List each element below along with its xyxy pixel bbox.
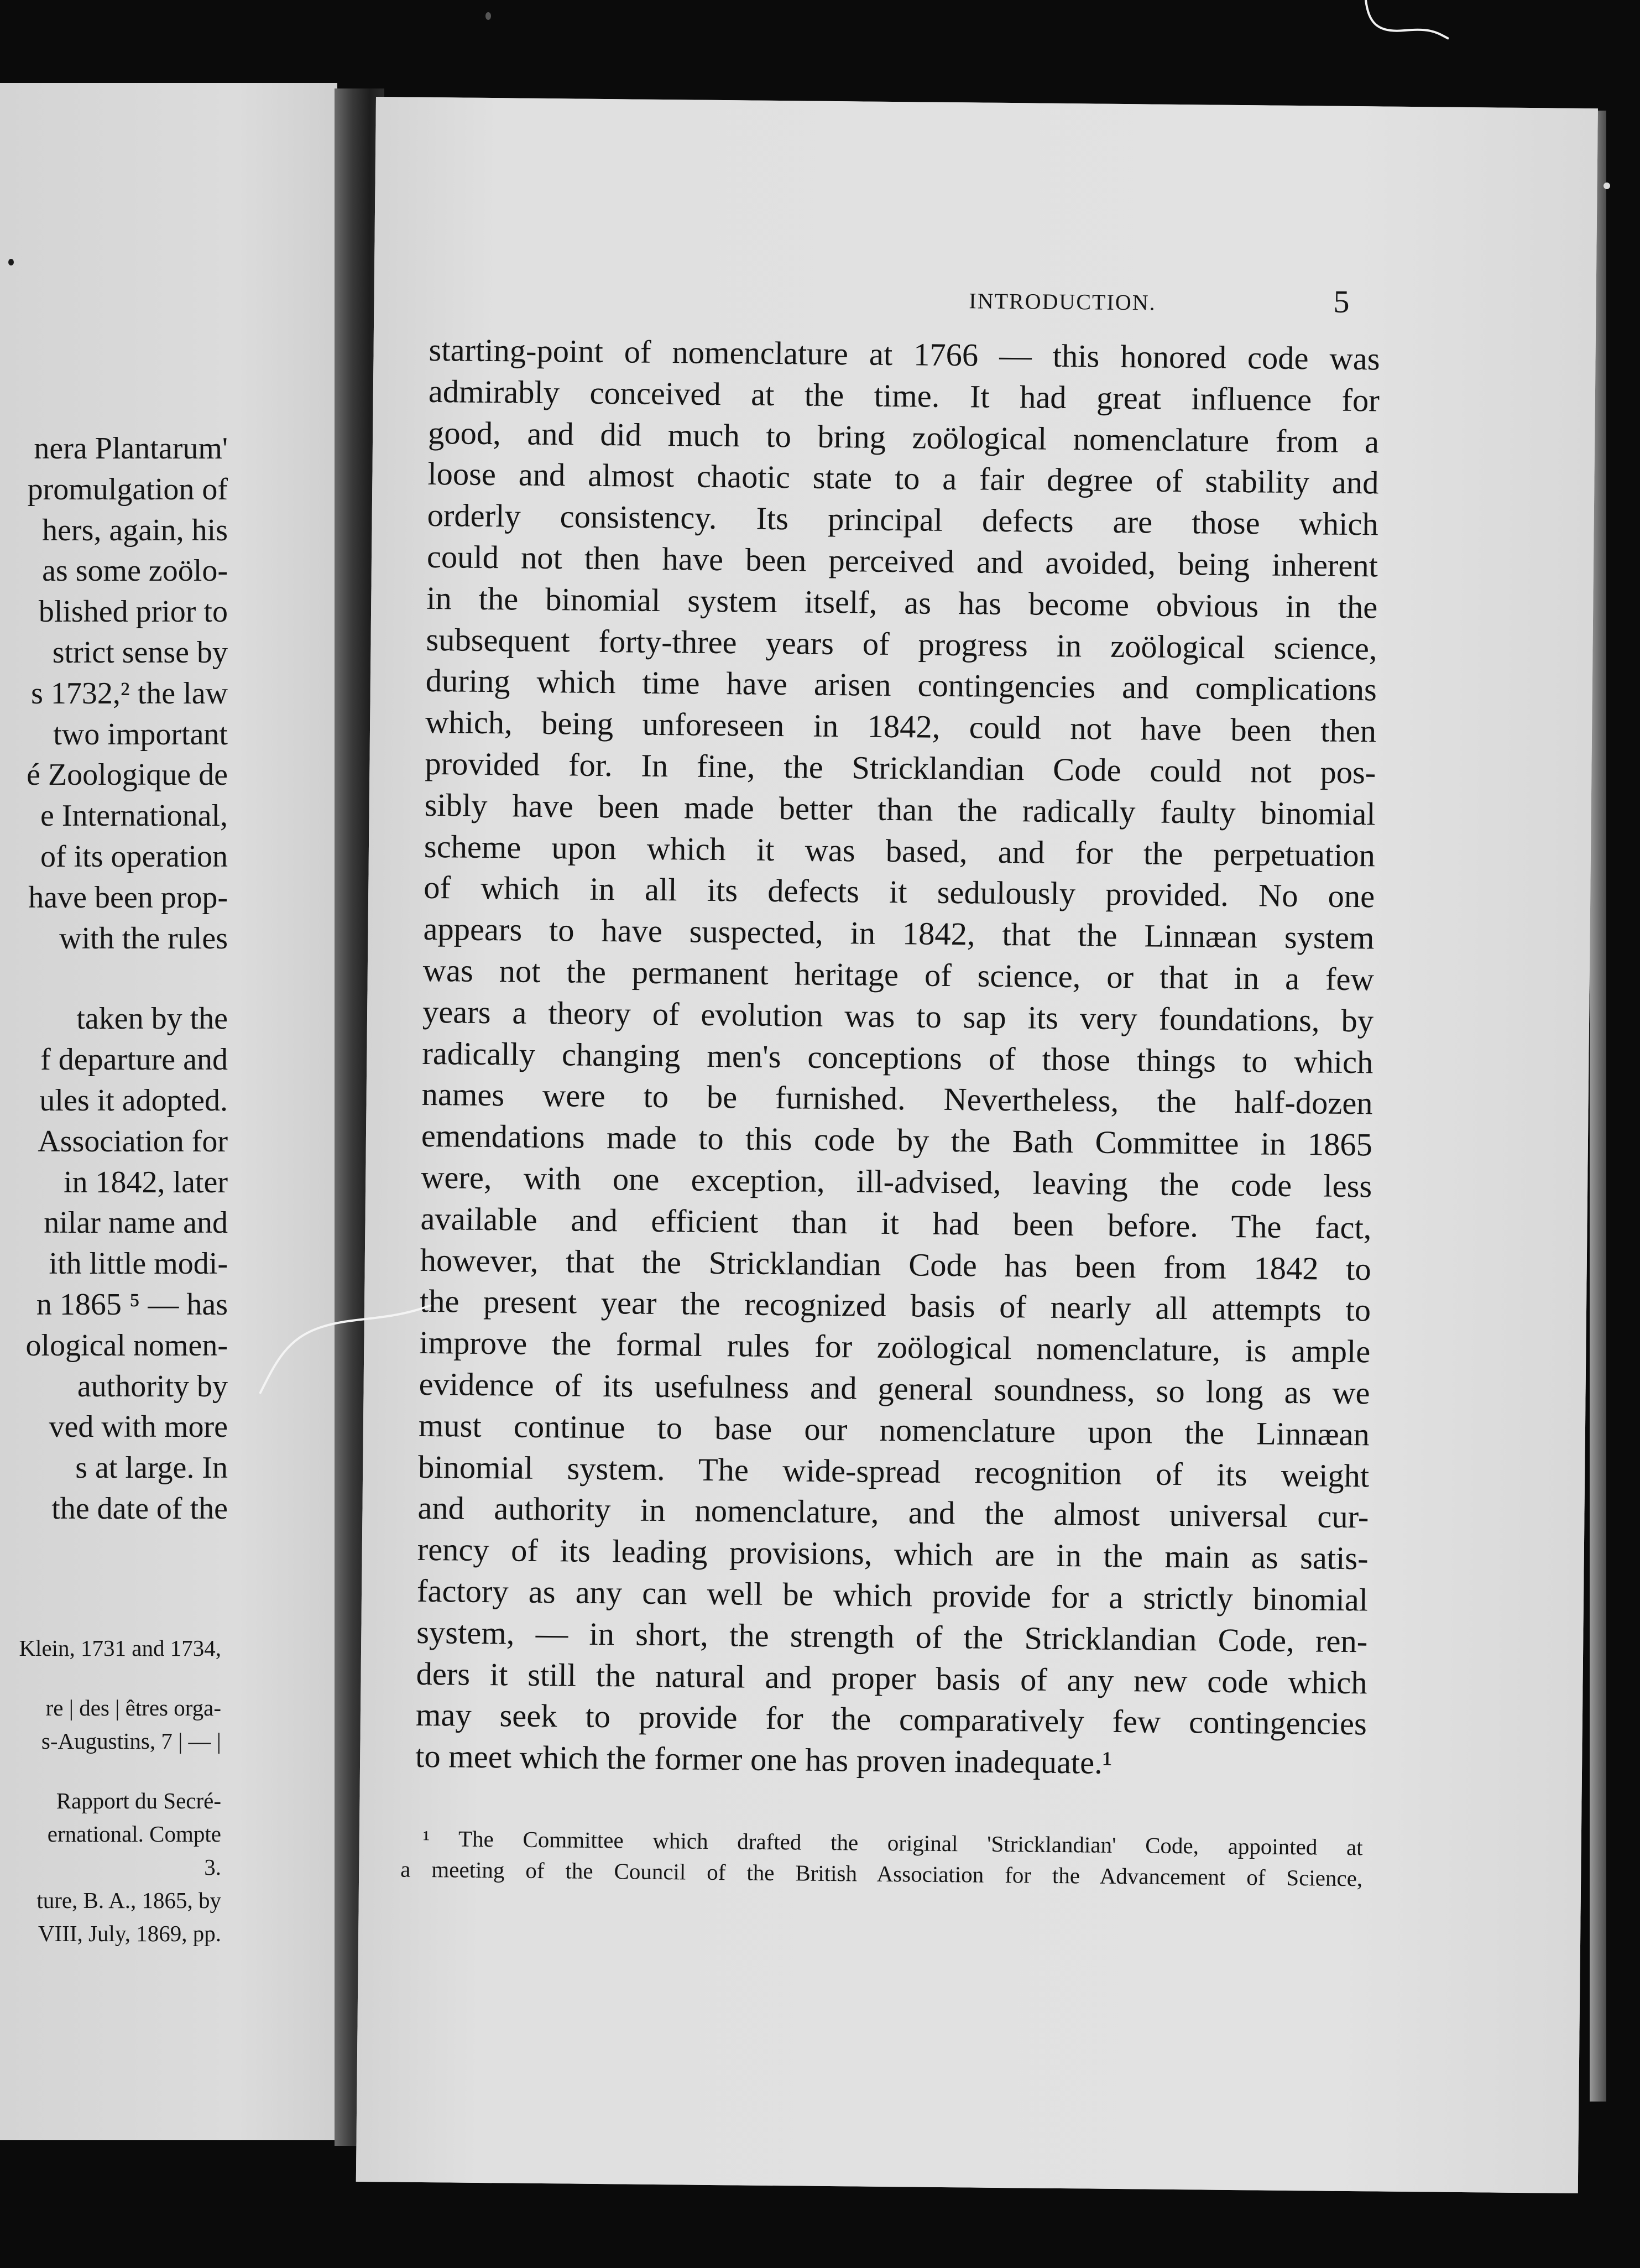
text-line: of which in all its defects it sedulously provided. No one — [423, 869, 1375, 915]
text-line: available and efficient than it had been before. The fact, — [420, 1200, 1372, 1246]
text-line: names were to be furnished. Nevertheless, the half-dozen — [421, 1076, 1373, 1122]
text-line: and authority in nomenclature, and the almost universal cur- — [417, 1490, 1369, 1535]
left-line: nera Plantarum' — [34, 431, 228, 466]
text-line: ders it still the natural and proper basis of any new code which — [416, 1655, 1367, 1701]
left-line: blished prior to — [38, 595, 228, 629]
left-line: nilar name and — [44, 1206, 228, 1240]
left-line: s at large. In — [75, 1451, 228, 1485]
scan-speck — [8, 259, 14, 265]
left-line: ules it adopted. — [39, 1083, 228, 1118]
left-line: ith little modi- — [49, 1247, 228, 1281]
left-line: s 1732,² the law — [31, 676, 228, 711]
left-note-line: VIII, July, 1869, pp. — [38, 1921, 221, 1946]
scan-corner-mark — [1355, 0, 1454, 50]
text-line: loose and almost chaotic state to a fair degree of stability and — [427, 456, 1379, 501]
text-line: appears to have suspected, in 1842, that the Linnæan system — [423, 911, 1375, 956]
left-line: n 1865 ⁵ — has — [36, 1287, 228, 1322]
left-note-line: 3. — [204, 1854, 221, 1880]
text-line: in the binomial system itself, as has become obvious in the — [426, 580, 1378, 625]
left-line: as some zoölo- — [42, 554, 228, 588]
scan-speck — [485, 12, 491, 20]
text-line: which, being unforeseen in 1842, could not have been then — [425, 704, 1377, 749]
text-line: orderly consistency. Its principal defects are those which — [427, 497, 1378, 543]
left-line: promulgation of — [27, 472, 228, 507]
text-line: admirably conceived at the time. It had great influence for — [428, 373, 1380, 419]
left-line: in 1842, later — [63, 1165, 228, 1200]
left-page-footnotes — [0, 1631, 221, 1950]
left-line: the date of the — [51, 1491, 228, 1526]
left-note-line: re | des | êtres orga- — [45, 1695, 221, 1720]
text-line: binomial system. The wide-spread recognition of its weight — [417, 1448, 1370, 1494]
page-number: 5 — [1333, 283, 1350, 320]
left-line: of its operation — [40, 839, 228, 874]
left-line: é Zoologique de — [27, 758, 228, 793]
left-line: f departure and — [40, 1042, 228, 1077]
body-paragraph — [415, 330, 1380, 1786]
left-note-line: ernational. Compte — [47, 1821, 221, 1847]
left-note-line: ture, B. A., 1865, by — [36, 1888, 221, 1913]
left-line: have been prop- — [28, 880, 228, 915]
text-line: scheme upon which it was based, and for the perpetuation — [424, 828, 1376, 873]
text-line: radically changing men's conceptions of those things to which — [422, 1035, 1373, 1080]
text-line: however, that the Stricklandian Code has been from 1842 to — [420, 1242, 1372, 1287]
left-line: hers, again, his — [42, 513, 228, 548]
left-line: ological nomen- — [25, 1328, 228, 1363]
text-line: must continue to base our nomenclature upon the Linnæan — [418, 1407, 1370, 1453]
left-line: with the rules — [59, 921, 228, 956]
text-line: was not the permanent heritage of science, or that in a few — [422, 952, 1375, 998]
text-line: system, — in short, the strength of the Stricklandian Code, ren- — [416, 1614, 1368, 1660]
left-page — [0, 83, 337, 2140]
right-page — [356, 97, 1598, 2193]
left-note-line: Rapport du Secré- — [56, 1788, 221, 1813]
text-line: sibly have been made better than the radically faulty binomial — [424, 786, 1376, 832]
footnote-line: a meeting of the Council of the British Association for the Advancement of Science, — [400, 1856, 1363, 1891]
running-head: INTRODUCTION. — [969, 288, 1156, 315]
text-line: emendations made to this code by the Bath Committee in 1865 — [421, 1118, 1373, 1163]
text-line: years a theory of evolution was to sap its very foundations, by — [422, 993, 1374, 1039]
text-line: improve the formal rules for zoölogical nomenclature, is ample — [419, 1324, 1371, 1370]
scan-scratch-mark — [243, 1289, 464, 1399]
text-line: rency of its leading provisions, which are in the main as satis- — [417, 1531, 1369, 1577]
left-line: taken by the — [76, 1002, 228, 1036]
scan-speck — [1604, 183, 1610, 189]
text-line: provided for. In fine, the Stricklandian Code could not pos- — [425, 745, 1376, 791]
text-line: factory as any can well be which provide for a strictly binomial — [416, 1572, 1369, 1618]
text-line: may seek to provide for the comparatively few contingencies — [415, 1697, 1367, 1742]
footnote — [400, 1823, 1363, 1894]
text-line: to meet which the former one has proven inadequate.¹ — [415, 1738, 1113, 1781]
text-line: subsequent forty-three years of progress in zoölogical science, — [426, 621, 1377, 667]
text-line: evidence of its usefulness and general soundness, so long as we — [419, 1365, 1370, 1411]
text-line: good, and did much to bring zoölogical nomenclature from a — [427, 414, 1380, 460]
text-line: were, with one exception, ill-advised, leaving the code less — [420, 1159, 1372, 1205]
left-line: strict sense by — [52, 635, 228, 670]
left-page-body — [0, 429, 228, 1530]
left-line: two important — [53, 717, 228, 752]
left-line: ved with more — [49, 1410, 228, 1445]
text-line: could not then have been perceived and avoided, being inherent — [426, 538, 1378, 584]
left-line: authority by — [77, 1369, 228, 1404]
footnote-line: ¹ The Committee which drafted the original 'Stricklandian' Code, appointed at — [422, 1825, 1363, 1860]
left-line: e International, — [40, 799, 228, 833]
text-line: starting-point of nomenclature at 1766 — this honored code was — [429, 331, 1380, 377]
left-note-line: Klein, 1731 and 1734, — [19, 1635, 221, 1661]
text-line: during which time have arisen contingencies and complications — [425, 663, 1377, 708]
text-line: the present year the recognized basis of nearly all attempts to — [419, 1283, 1371, 1328]
left-line: Association for — [38, 1124, 228, 1159]
left-note-line: s-Augustins, 7 | — | — [41, 1728, 221, 1754]
